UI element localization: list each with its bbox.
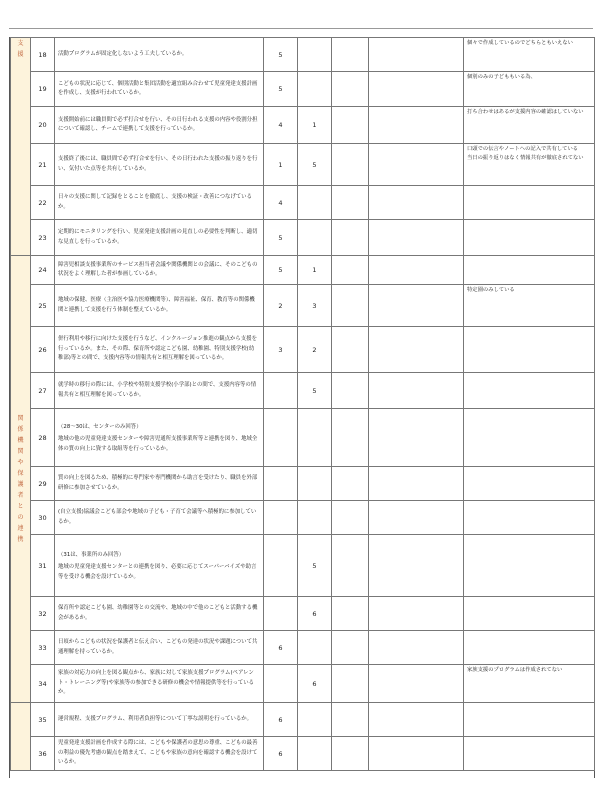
item-text: 児童発達支援計画を作成する際には、こどもや保護者の意思の尊重、こどもの最善の利益の優先考慮の観点を踏まえて、こどもや家族の意向を確認する機会を設けているか。 — [58, 740, 258, 766]
other-count — [332, 665, 369, 703]
item-content — [55, 256, 264, 285]
yes-count: 6 — [264, 737, 298, 771]
neutral-count: 1 — [298, 107, 332, 144]
yes-count: 5 — [264, 256, 298, 285]
other-count — [332, 737, 369, 771]
item-number: 24 — [31, 256, 55, 285]
table-row — [11, 220, 595, 256]
yes-count: 6 — [264, 703, 298, 737]
yes-count: 6 — [264, 631, 298, 665]
table-row — [11, 327, 595, 373]
neutral-count: 5 — [298, 373, 332, 409]
item-text: 地域の他の児童発達支援センターや障害児通所支援事業所等と連携を図り、地域全体の質の向上に資する取組等を行っているか。 — [58, 436, 258, 452]
comment-cell — [464, 535, 595, 597]
item-number: 28 — [31, 409, 55, 467]
item-content — [55, 631, 264, 665]
faded-watermark — [376, 310, 556, 324]
item-note: （31は、事業所のみ回答） — [58, 551, 125, 558]
item-content — [55, 501, 264, 535]
item-number: 19 — [31, 72, 55, 107]
item-number: 29 — [31, 467, 55, 501]
item-content — [55, 373, 264, 409]
neutral-count: 1 — [298, 256, 332, 285]
category-cell-support — [11, 38, 31, 256]
yes-count — [264, 501, 298, 535]
item-content — [55, 703, 264, 737]
yes-count: 5 — [264, 72, 298, 107]
other-count — [332, 467, 369, 501]
improvement-cell — [369, 501, 464, 535]
table-row — [11, 409, 595, 467]
other-count — [332, 501, 369, 535]
table-row — [11, 535, 595, 597]
item-number: 33 — [31, 631, 55, 665]
table-row — [11, 501, 595, 535]
comment-cell — [464, 373, 595, 409]
comment-cell — [464, 186, 595, 220]
item-text: 併行利用や移行に向けた支援を行うなど、インクルージョン推進の観点から支援を行っているか。また、その際、保育所や認定こども園、幼稚園、特別支援学校(幼稚部)等との間で、支援内容等の情報共有と相互理解を図っているか。 — [58, 336, 257, 362]
yes-count: 3 — [264, 327, 298, 373]
neutral-count — [298, 631, 332, 665]
comment-cell: 個々で作成しているのでどちらともいえない — [464, 38, 595, 72]
improvement-cell — [369, 665, 464, 703]
item-text: 質の向上を図るため、積極的に専門家や専門機関から助言を受けたり、職員を外部研修に参加させているか。 — [58, 475, 258, 491]
neutral-count: 3 — [298, 285, 332, 327]
item-content — [55, 285, 264, 327]
other-count — [332, 186, 369, 220]
other-count — [332, 535, 369, 597]
neutral-count — [298, 186, 332, 220]
yes-count: 5 — [264, 38, 298, 72]
item-text: 就学時の移行の際には、小学校や特別支援学校(小学部)との間で、支援内容等の情報共有と相互理解を図っているか。 — [58, 382, 257, 398]
other-count — [332, 703, 369, 737]
neutral-count: 6 — [298, 597, 332, 631]
yes-count — [264, 665, 298, 703]
item-number: 25 — [31, 285, 55, 327]
neutral-count — [298, 409, 332, 467]
item-number: 27 — [31, 373, 55, 409]
other-count — [332, 631, 369, 665]
neutral-count — [298, 501, 332, 535]
comment-cell: 家族支援のプログラムは作成されてない — [464, 665, 595, 703]
evaluation-sheet — [9, 37, 595, 778]
table-row — [11, 256, 595, 285]
table-row — [11, 737, 595, 771]
item-text: (自立支援)協議会こども部会や地域の子ども・子育て会議等へ積極的に参加しているか。 — [58, 509, 257, 525]
table-row — [11, 373, 595, 409]
neutral-count — [298, 703, 332, 737]
item-content — [55, 38, 264, 72]
comment-cell: 打ち合わせはあるが支援内容の確認はしていない — [464, 107, 595, 144]
item-text: 支援開始前には職員間で必ず打合せを行い、その日行われる支援の内容や役割分担について確認し、チームで連携して支援を行っているか。 — [58, 116, 258, 132]
comment-cell — [464, 327, 595, 373]
item-content — [55, 186, 264, 220]
item-text: 運営規程、支援プログラム、利用者負担等について丁寧な説明を行っているか。 — [58, 715, 253, 722]
improvement-cell — [369, 256, 464, 285]
yes-count — [264, 535, 298, 597]
table-row — [11, 144, 595, 186]
table-body — [11, 38, 595, 771]
neutral-count — [298, 737, 332, 771]
yes-count: 5 — [264, 220, 298, 256]
item-number: 18 — [31, 38, 55, 72]
improvement-cell — [369, 597, 464, 631]
category-label: 支援 — [17, 40, 24, 58]
improvement-cell — [369, 144, 464, 186]
item-content — [55, 107, 264, 144]
item-content — [55, 144, 264, 186]
item-text: 障害児相談支援事業所のサービス担当者会議や関係機関との会議に、そのこどもの状況をよく理解した者が参画しているか。 — [58, 261, 258, 277]
item-number: 30 — [31, 501, 55, 535]
neutral-count: 5 — [298, 144, 332, 186]
comment-cell: 個別のみの子どももいる為、 — [464, 72, 595, 107]
table-row — [11, 703, 595, 737]
yes-count — [264, 373, 298, 409]
comment-cell — [464, 703, 595, 737]
table-row — [11, 631, 595, 665]
item-text: 家族の対応力の向上を図る観点から、家族に対して家族支援プログラム(ペアレント・トレーニング等)や家族等の参加できる研修の機会や情報提供等を行っているか。 — [58, 670, 255, 696]
item-content — [55, 467, 264, 501]
neutral-count — [298, 467, 332, 501]
item-note: （28～30は、センターのみ回答） — [58, 423, 142, 430]
other-count — [332, 285, 369, 327]
item-number: 21 — [31, 144, 55, 186]
item-number: 34 — [31, 665, 55, 703]
item-number: 23 — [31, 220, 55, 256]
other-count — [332, 373, 369, 409]
improvement-cell — [369, 72, 464, 107]
item-content — [55, 665, 264, 703]
comment-cell — [464, 631, 595, 665]
other-count — [332, 107, 369, 144]
improvement-cell — [369, 535, 464, 597]
improvement-cell — [369, 409, 464, 467]
other-count — [332, 72, 369, 107]
improvement-cell — [369, 38, 464, 72]
other-count — [332, 220, 369, 256]
item-text: こどもの状況に応じて、個別活動と集団活動を適宜組み合わせて児童発達支援計画を作成し、支援が行われているか。 — [58, 80, 258, 96]
yes-count: 4 — [264, 186, 298, 220]
item-text: 支援終了後には、職員間で必ず打合せを行い、その日行われた支援の振り返りを行い、気付いた点等を共有しているか。 — [58, 156, 258, 172]
yes-count: 1 — [264, 144, 298, 186]
yes-count — [264, 597, 298, 631]
other-count — [332, 327, 369, 373]
comment-cell — [464, 409, 595, 467]
yes-count: 2 — [264, 285, 298, 327]
item-content — [55, 409, 264, 467]
yes-count — [264, 409, 298, 467]
table-row — [11, 72, 595, 107]
other-count — [332, 409, 369, 467]
table-row — [11, 597, 595, 631]
item-number: 26 — [31, 327, 55, 373]
comment-cell — [464, 220, 595, 256]
item-number: 35 — [31, 703, 55, 737]
item-text: 定期的にモニタリングを行い、児童発達支援計画の見直しの必要性を判断し、適切な見直しを行っているか。 — [58, 229, 258, 245]
item-content — [55, 737, 264, 771]
item-content — [55, 220, 264, 256]
table-row — [11, 107, 595, 144]
item-number: 22 — [31, 186, 55, 220]
item-content — [55, 535, 264, 597]
item-content — [55, 72, 264, 107]
comment-cell — [464, 501, 595, 535]
yes-count — [264, 467, 298, 501]
item-number: 20 — [31, 107, 55, 144]
table-row — [11, 665, 595, 703]
category-label: 関係機関や保護者との連携 — [17, 415, 24, 543]
category-cell-collaboration — [11, 256, 31, 703]
item-text: 活動プログラムが固定化しないよう工夫しているか。 — [58, 50, 188, 57]
improvement-cell — [369, 631, 464, 665]
item-content — [55, 597, 264, 631]
improvement-cell — [369, 737, 464, 771]
comment-cell — [464, 256, 595, 285]
neutral-count: 5 — [298, 535, 332, 597]
other-count — [332, 144, 369, 186]
other-count — [332, 597, 369, 631]
item-content — [55, 327, 264, 373]
item-text: 地域の児童発達支援センターとの連携を図り、必要に応じてスーパーバイズや助言等を受ける機会を設けているか。 — [58, 564, 257, 580]
improvement-cell — [369, 703, 464, 737]
yes-count: 4 — [264, 107, 298, 144]
neutral-count — [298, 72, 332, 107]
improvement-cell — [369, 186, 464, 220]
item-text: 地域の保健、医療（主治医や協力医療機関等）、障害福祉、保育、教育等の関係機関と連携して支援を行う体制を整えているか。 — [58, 297, 255, 313]
improvement-cell — [369, 373, 464, 409]
comment-cell — [464, 597, 595, 631]
item-number: 32 — [31, 597, 55, 631]
improvement-cell — [369, 107, 464, 144]
neutral-count: 2 — [298, 327, 332, 373]
evaluation-table — [10, 37, 595, 771]
category-cell-explanation — [11, 703, 31, 771]
other-count — [332, 256, 369, 285]
item-text: 日頃からこどもの状況を保護者と伝え合い、こどもの発達の状況や課題について共通理解を持っているか。 — [58, 639, 258, 655]
neutral-count — [298, 220, 332, 256]
table-row — [11, 38, 595, 72]
comment-cell: 口頭での伝言やノートへの記入で共有している 当日の振り返りはなく情報共有が徹底されてない — [464, 144, 595, 186]
improvement-cell — [369, 220, 464, 256]
neutral-count: 6 — [298, 665, 332, 703]
table-row — [11, 186, 595, 220]
table-row — [11, 467, 595, 501]
item-text: 保育所や認定こども園、幼稚園等との交流や、地域の中で他のこどもと活動する機会があるか。 — [58, 605, 258, 621]
neutral-count — [298, 38, 332, 72]
item-text: 日々の支援に関して記録をとることを徹底し、支援の検証・改善につなげているか。 — [58, 194, 252, 210]
item-number: 36 — [31, 737, 55, 771]
improvement-cell — [369, 327, 464, 373]
comment-cell — [464, 737, 595, 771]
comment-cell: 特定園のみしている — [464, 285, 595, 327]
improvement-cell — [369, 467, 464, 501]
comment-cell — [464, 467, 595, 501]
other-count — [332, 38, 369, 72]
item-number: 31 — [31, 535, 55, 597]
